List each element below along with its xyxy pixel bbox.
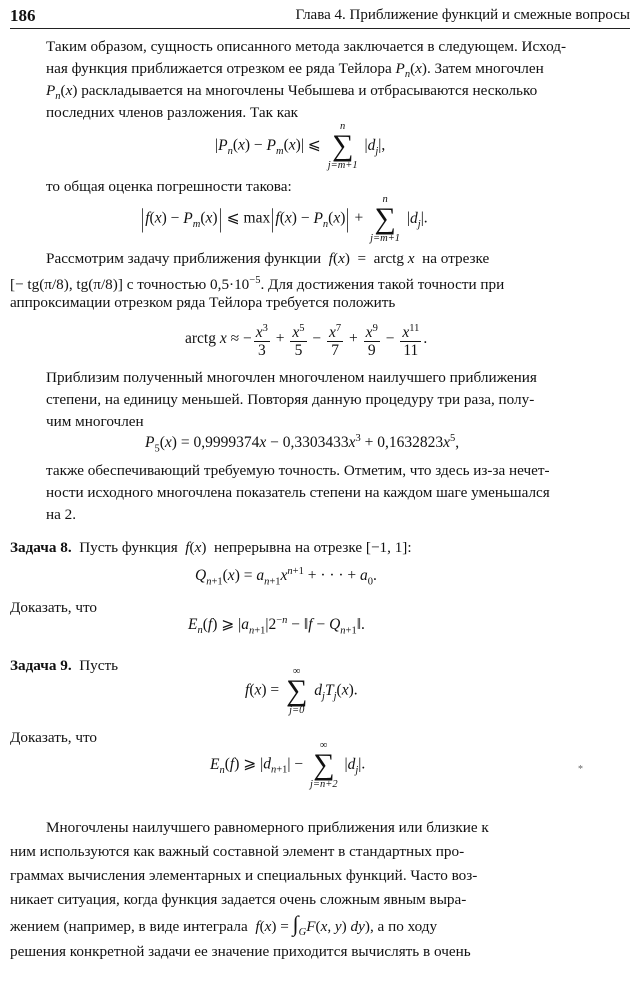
paragraph-1-line-4: последних членов разложения. Так как xyxy=(46,104,299,121)
task-9-prove: Доказать, что xyxy=(10,729,98,746)
page-number: 186 xyxy=(10,6,36,25)
paragraph-4-line-3: чим многочлен xyxy=(46,413,144,430)
paragraph-6-line-1: Многочлены наилучшего равномерного приближения или близкие к xyxy=(46,819,489,836)
sum-operator-2: n ∑ j=m+1 xyxy=(370,194,401,244)
paragraph-1-line-2: ная функция приближается отрезком ее ряда Тейлора $P_n(x)$. Затем многочлен xyxy=(46,60,544,81)
equation-error-bound: $|P_n(x) - P_m(x)|$ ⩽ n ∑ j=m+1 $|d_j|$, xyxy=(215,121,386,171)
task-9-label: Задача 9. xyxy=(10,657,72,674)
equation-chebyshev-series: f(x) = ∞ ∑ j=0 $d_jT_j(x)$. xyxy=(245,666,358,716)
paragraph-6-line-5: жением (например, в виде интеграла $f(x) = \int_GF(x$, y) dy), а по ходу xyxy=(10,911,438,939)
paragraph-3-line-3: аппроксимации отрезком ряда Тейлора требуется положить xyxy=(10,294,396,311)
page-header xyxy=(10,6,630,29)
task-8-prove: Доказать, что xyxy=(10,599,98,616)
sum-operator-3: ∞ ∑ j=0 xyxy=(286,666,308,716)
equation-total-error: $|f(x) - P_m(x)|$ ⩽ $\max|f(x) - P_n(x)|$ + n ∑ j=m+1 $|d_j|$. xyxy=(141,194,428,244)
paragraph-1-line-1: Таким образом, сущность описанного метода заключается в следующем. Исход- xyxy=(46,38,567,55)
task-8-statement: Задача 8. Пусть функция f(x) непрерывна на отрезке [−1, 1]: xyxy=(10,539,412,556)
stray-mark: * xyxy=(578,764,583,775)
sum-operator: n ∑ j=m+1 xyxy=(327,121,358,171)
paragraph-3-line-2: [− tg(π/8), tg(π/8)] с точностью $0,5\cdot 10^{-5}$. Для достижения такой точности при xyxy=(10,275,505,294)
paragraph-1-line-3: $P_n(x)$ раскладывается на многочлены Чебышева и отбрасываются несколько xyxy=(46,82,538,103)
sum-operator-4: ∞ ∑ j=n+2 xyxy=(310,740,338,790)
paragraph-2: то общая оценка погрешности такова: xyxy=(46,178,292,195)
paragraph-3-line-1: Рассмотрим задачу приближения функции f(x) = arctg x на отрезке xyxy=(46,250,490,267)
paragraph-6-line-2: ним используются как важный составной элемент в стандартных про- xyxy=(10,843,465,860)
equation-arctg-series: arctg x ≈ − $\frac{x^3}{3}$ + $\frac{x^5}{5}$ − $\frac{x^7}{7}$ + $\frac{x^9}{9}$ − $\frac{x^{11}}{11}$ . xyxy=(185,320,427,359)
paragraph-4-line-1: Приблизим полученный многочлен многочленом наилучшего приближения xyxy=(46,369,537,386)
equation-p5: $P_5(x) = 0,9999374x - 0,3303433x^3 + 0,1632823x^5$, xyxy=(145,433,460,455)
paragraph-4-line-2: степени, на единицу меньшей. Повторяя данную процедуру три раза, полу- xyxy=(46,391,535,408)
running-title: Глава 4. Приближение функций и смежные вопросы xyxy=(295,7,630,23)
equation-task-8: $E_n(f)$ ⩾ $|a_{n+1}|2^{-n}$ − ‖f − $Q_{n+1}‖$. xyxy=(188,615,365,637)
task-9-statement: Задача 9. Пусть xyxy=(10,657,119,674)
equation-q-poly: $Q_{n+1}(x) = a_{n+1}x^{n+1}$ + · · · + $a_0$. xyxy=(195,566,377,588)
equation-task-9: $E_n(f)$ ⩾ $|d_{n+1}|$ − ∞ ∑ j=n+2 $|d_j|$. xyxy=(210,740,366,790)
paragraph-5-line-1: также обеспечивающий требуемую точность. Отметим, что здесь из-за нечет- xyxy=(46,462,550,479)
task-8-label: Задача 8. xyxy=(10,539,72,556)
paragraph-6-line-4: никает ситуация, когда функция задается очень сложным явным выра- xyxy=(10,891,467,908)
paragraph-6-line-3: граммах вычисления элементарных и специальных функций. Часто воз- xyxy=(10,867,478,884)
paragraph-5-line-2: ности исходного многочлена показатель степени на каждом шаге уменьшался xyxy=(46,484,550,501)
paragraph-5-line-3: на 2. xyxy=(46,506,77,523)
paragraph-6-line-6: решения конкретной задачи ее значение приходится вычислять в очень xyxy=(10,943,471,960)
